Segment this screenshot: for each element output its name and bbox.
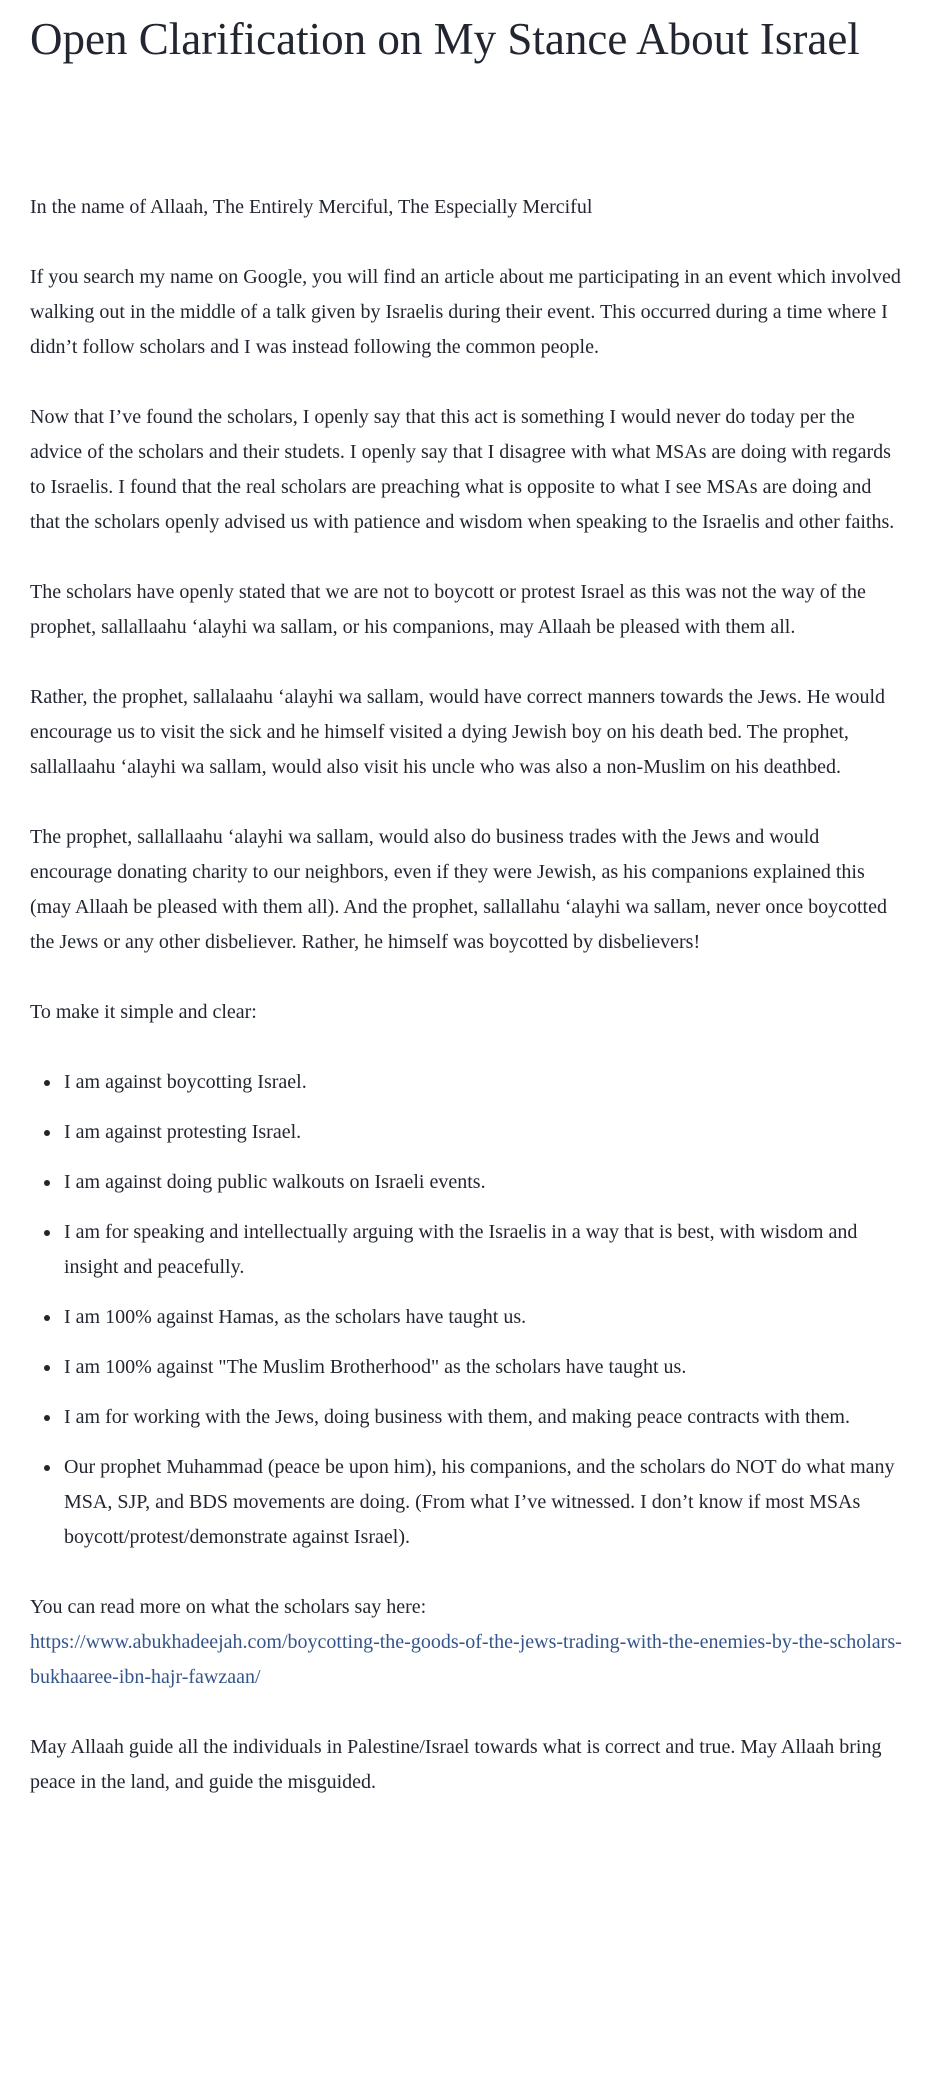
read-more-paragraph <box>30 1590 905 1695</box>
list-item-for-speaking: • I am for speaking and intellectually arguing with the Israelis in a way that is best, with wisdom and insight and peacefully. <box>62 1215 905 1285</box>
scholars-article-link[interactable]: https://www.abukhadeejah.com/boycotting-the-goods-of-the-jews-trading-with-the-enemies-by-the-scholars-bukhaaree-ibn-hajr-fawzaan/ <box>30 1631 902 1688</box>
paragraph-bismillah: In the name of Allaah, The Entirely Merciful, The Especially Merciful <box>30 196 593 218</box>
read-more-intro: You can read more on what the scholars say here: <box>30 1596 427 1618</box>
paragraph-simple-and-clear: To make it simple and clear: <box>30 1001 257 1023</box>
list-item-against-protesting: • I am against protesting Israel. <box>62 1115 905 1150</box>
paragraph-scholars-stated: The scholars have openly stated that we are not to boycott or protest Israel as this was not the way of the prophet, sallallaahu ‘alayhi wa sallam, or his companions, may Allaah be pleased with them all. <box>30 581 866 638</box>
paragraph-found-scholars: Now that I’ve found the scholars, I openly say that this act is something I would never do today per the advice of the scholars and their studets. I openly say that I disagree with what MSAs are doing with regards to Israelis. I found that the real scholars are preaching what is opposite to what I see MSAs are doing and that the scholars openly advised us with patience and wisdom when speaking to the Israelis and other faiths. <box>30 406 895 533</box>
paragraph-google-search: If you search my name on Google, you will find an article about me participating in an event which involved walking out in the middle of a talk given by Israelis during their event. This occurred during a time where I didn’t follow scholars and I was instead following the common people. <box>30 266 901 358</box>
list-item-against-brotherhood: • I am 100% against "The Muslim Brotherhood" as the scholars have taught us. <box>62 1350 905 1385</box>
paragraph-correct-manners: Rather, the prophet, sallalaahu ‘alayhi wa sallam, would have correct manners towards the Jews. He would encourage us to visit the sick and he himself visited a dying Jewish boy on his death bed. The prophet, sallallaahu ‘alayhi wa sallam, would also visit his uncle who was also a non-Muslim on his deathbed. <box>30 686 886 778</box>
paragraph-business-trades: The prophet, sallallaahu ‘alayhi wa sallam, would also do business trades with the Jews and would encourage donating charity to our neighbors, even if they were Jewish, as his companions explained this (may Allaah be pleased with them all). And the prophet, sallallahu ‘alayhi wa sallam, never once boycotted the Jews or any other disbeliever. Rather, he himself was boycotted by disbelievers! <box>30 826 887 953</box>
page-title: Open Clarification on My Stance About Israel <box>30 14 860 64</box>
list-item-against-boycotting: • I am against boycotting Israel. <box>62 1065 905 1100</box>
list-item-for-working: • I am for working with the Jews, doing business with them, and making peace contracts with them. <box>62 1400 905 1435</box>
list-item-prophet-companions: • Our prophet Muhammad (peace be upon him), his companions, and the scholars do NOT do what many MSA, SJP, and BDS movements are doing. (From what I’ve witnessed. I don’t know if most MSAs boycott/protest/demonstrate against Israel). <box>62 1450 905 1555</box>
list-item-against-hamas: • I am 100% against Hamas, as the scholars have taught us. <box>62 1300 905 1335</box>
stance-list <box>30 1065 905 1555</box>
paragraph-closing-dua: May Allaah guide all the individuals in Palestine/Israel towards what is correct and true. May Allaah bring peace in the land, and guide the misguided. <box>30 1736 882 1793</box>
list-item-against-walkouts: • I am against doing public walkouts on Israeli events. <box>62 1165 905 1200</box>
